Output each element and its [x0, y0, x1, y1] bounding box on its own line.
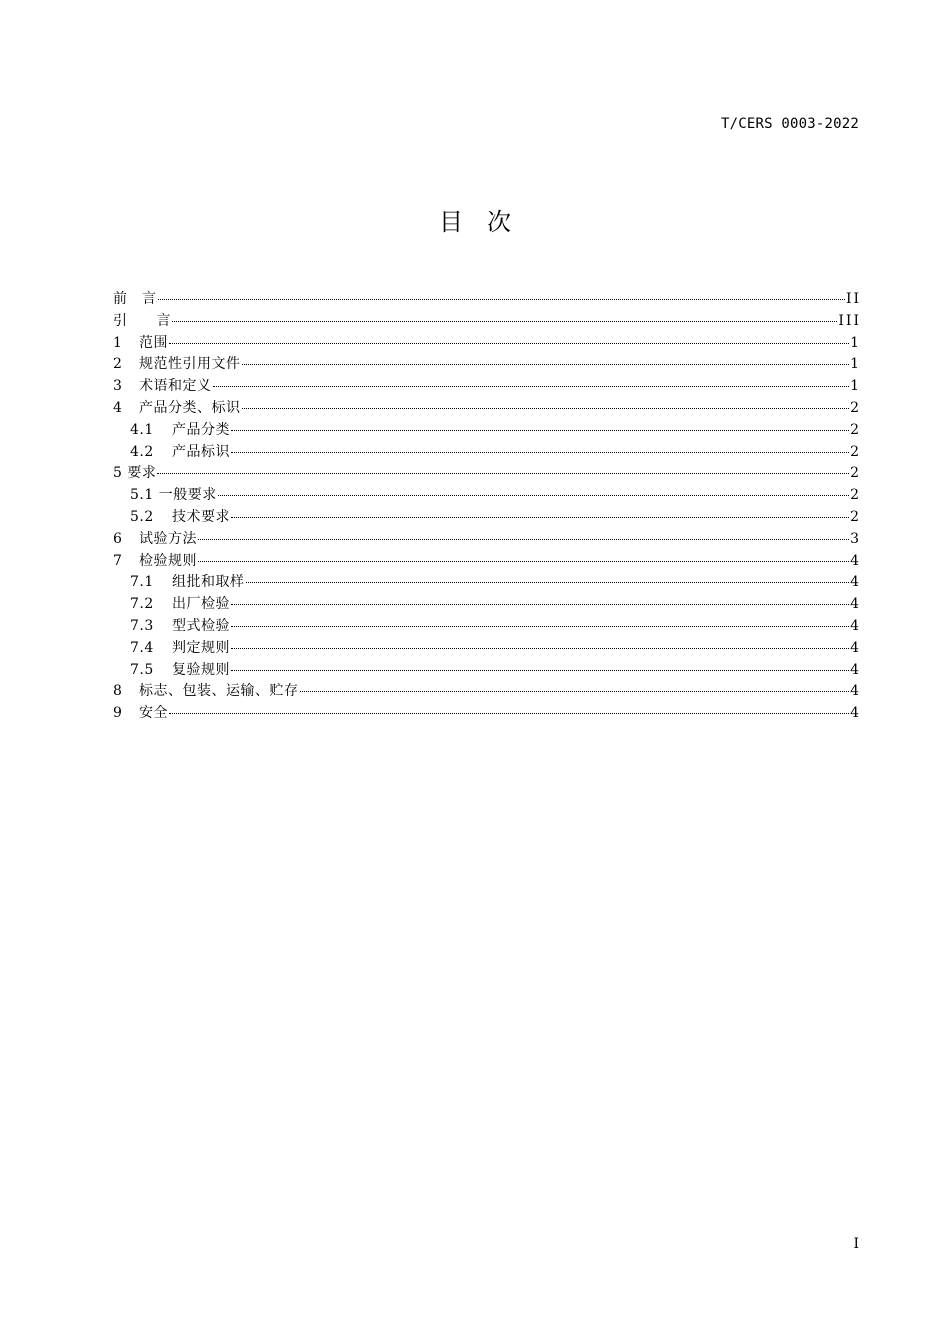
toc-dot-leader: [198, 538, 849, 540]
toc-dot-leader: [231, 429, 849, 431]
toc-entry-number: 4: [113, 399, 123, 416]
toc-dot-leader: [231, 625, 849, 627]
toc-entry[interactable]: [113, 420, 859, 442]
toc-dot-leader: [231, 669, 849, 671]
toc-entry-page: 1: [850, 378, 861, 395]
toc-entry-label: 出厂检验: [172, 596, 230, 613]
toc-entry-label: 前 言: [113, 291, 157, 307]
toc-entry-page: III: [838, 312, 861, 329]
toc-entry[interactable]: [113, 442, 859, 464]
toc-entry-label: 规范性引用文件: [139, 356, 241, 373]
toc-entry-number: 7.2: [130, 596, 154, 613]
toc-entry[interactable]: [113, 638, 859, 660]
toc-entry-page: 4: [850, 574, 861, 591]
toc-dot-leader: [198, 560, 849, 562]
toc-entry-label: 判定规则: [172, 639, 230, 656]
toc-entry[interactable]: [113, 354, 859, 376]
toc-entry-label: 技术要求: [172, 508, 230, 525]
toc-entry-number: 7.4: [130, 639, 154, 656]
toc-entry-label: 术语和定义: [139, 378, 212, 395]
toc-entry-label: 5 要求: [113, 465, 157, 482]
toc-entry-number: 4.2: [130, 443, 154, 460]
toc-entry-page: 2: [850, 465, 861, 482]
toc-entry-page: 4: [850, 705, 861, 722]
toc-entry-page: 4: [850, 617, 861, 634]
toc-entry-label: 产品分类: [172, 421, 230, 438]
toc-dot-leader: [172, 320, 837, 322]
toc-entry-label: 安全: [139, 705, 168, 722]
toc-entry[interactable]: [113, 616, 859, 638]
toc-dot-leader: [246, 581, 850, 583]
toc-entry[interactable]: [113, 572, 859, 594]
toc-entry[interactable]: [113, 398, 859, 420]
toc-entry[interactable]: [113, 507, 859, 529]
toc-entry[interactable]: [113, 681, 859, 703]
toc-entry-page: 2: [850, 399, 861, 416]
document-code: T/CERS 0003-2022: [720, 116, 859, 132]
toc-entry-page: II: [845, 291, 861, 307]
toc-entry-page: 2: [850, 421, 861, 438]
toc-entry-page: 4: [850, 661, 861, 678]
toc-entry-page: 2: [850, 487, 861, 504]
toc-entry-number: 6: [113, 530, 123, 547]
toc-entry-number: 5.2: [130, 508, 154, 525]
toc-entry-label: 5.1 一般要求: [130, 487, 217, 504]
toc-entry-label: 引 言: [113, 312, 171, 329]
toc-dot-leader: [231, 451, 849, 453]
toc-entry-number: 7: [113, 552, 123, 569]
toc-entry[interactable]: [113, 703, 859, 725]
toc-dot-leader: [242, 363, 850, 365]
toc-entry[interactable]: [113, 311, 859, 333]
toc-entry-label: 产品标识: [172, 443, 230, 460]
toc-dot-leader: [169, 712, 849, 714]
toc-entry-page: 3: [850, 530, 861, 547]
toc-entry-number: 4.1: [130, 421, 154, 438]
toc-entry-label: 试验方法: [139, 530, 197, 547]
toc-dot-leader: [300, 690, 850, 692]
toc-entry[interactable]: [113, 376, 859, 398]
toc-entry[interactable]: [113, 551, 859, 573]
toc-entry-page: 1: [850, 356, 861, 373]
toc-entry-page: 4: [850, 683, 861, 700]
toc-entry-number: 1: [113, 334, 123, 351]
toc-dot-leader: [157, 472, 849, 474]
page-number: I: [853, 1236, 859, 1252]
toc-entry[interactable]: [113, 660, 859, 682]
toc-entry-page: 1: [850, 334, 861, 351]
page-title: 目次: [439, 208, 535, 236]
toc-entry-number: 2: [113, 356, 123, 373]
toc-entry-number: 3: [113, 378, 123, 395]
toc-dot-leader: [231, 516, 849, 518]
toc-entry-number: 7.5: [130, 661, 154, 678]
toc-entry-label: 范围: [139, 334, 168, 351]
toc-dot-leader: [231, 603, 849, 605]
toc-entry-number: 8: [113, 683, 123, 700]
toc-dot-leader: [213, 385, 850, 387]
toc-entry-label: 产品分类、标识: [139, 399, 241, 416]
toc-entry[interactable]: [113, 529, 859, 551]
toc-dot-leader: [169, 342, 849, 344]
toc-entry-label: 组批和取样: [172, 574, 245, 591]
toc-entry-label: 标志、包装、运输、贮存: [139, 683, 299, 700]
toc-dot-leader: [242, 407, 850, 409]
toc-dot-leader: [231, 647, 849, 649]
toc-dot-leader: [158, 298, 845, 300]
toc-entry-label: 检验规则: [139, 552, 197, 569]
toc-entry-label: 型式检验: [172, 617, 230, 634]
toc-entry[interactable]: [113, 333, 859, 355]
table-of-contents: [113, 289, 859, 725]
toc-entry-number: 7.1: [130, 574, 154, 591]
toc-entry-number: 9: [113, 705, 123, 722]
toc-entry[interactable]: [113, 463, 859, 485]
toc-entry-page: 2: [850, 443, 861, 460]
toc-entry[interactable]: [113, 594, 859, 616]
toc-entry[interactable]: [113, 289, 859, 311]
toc-entry-page: 2: [850, 508, 861, 525]
toc-entry-page: 4: [850, 596, 861, 613]
toc-dot-leader: [218, 494, 849, 496]
toc-entry-number: 7.3: [130, 617, 154, 634]
toc-entry[interactable]: [113, 485, 859, 507]
toc-entry-page: 4: [850, 639, 861, 656]
toc-entry-label: 复验规则: [172, 661, 230, 678]
toc-entry-page: 4: [850, 552, 861, 569]
